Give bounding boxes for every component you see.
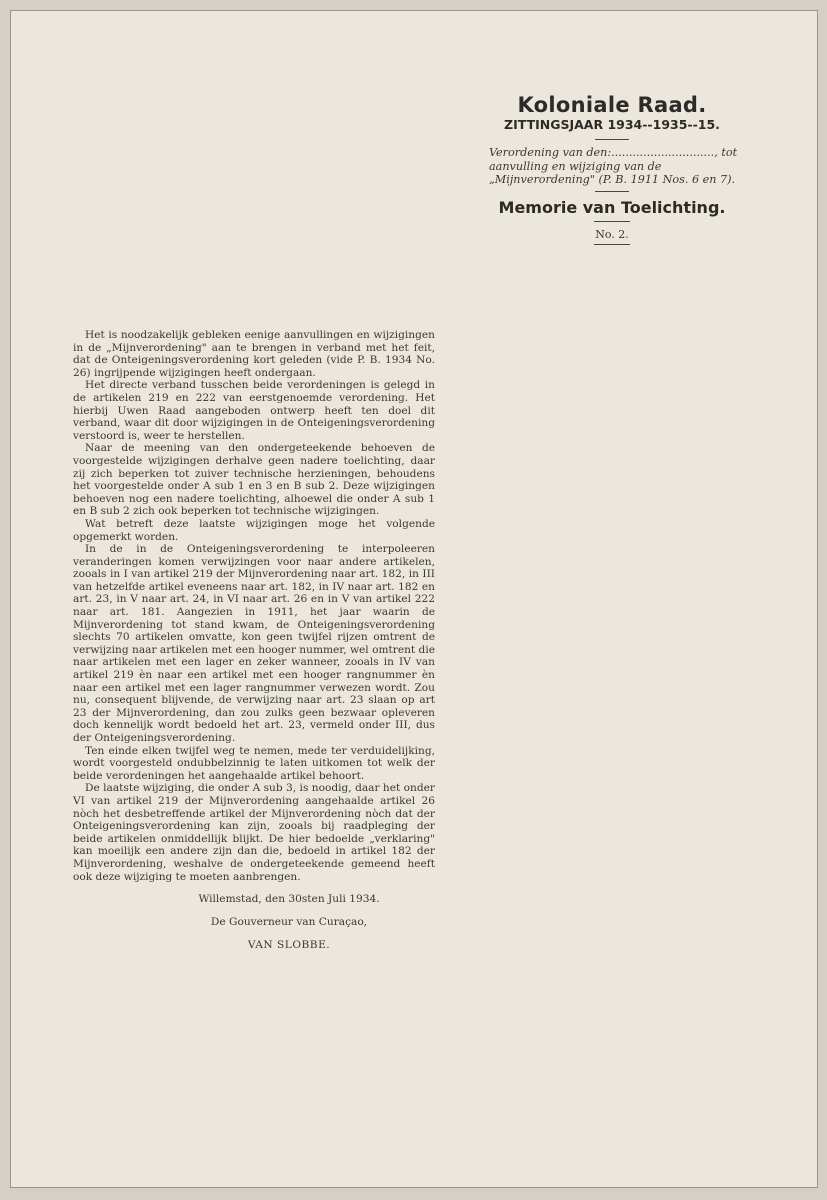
place-date: Willemstad, den 30sten Juli 1934. bbox=[198, 893, 380, 906]
ordinance-description: Verordening van den:............................., tot aanvulling en wijziging van de „Mijnverordening" (P. B. 1911 Nos. 6 en 7). bbox=[489, 146, 738, 186]
paragraph: Het directe verband tusschen beide verordeningen is gelegd in de artikelen 219 en 222 van eerstgenoemde verordening. Het hierbij Uwen Raad aangeboden ontwerp heeft ten doel dit verband, waar dit door wijzigingen in de Onteigeningsverordening verstoord is, weer te herstellen. bbox=[73, 379, 435, 442]
paragraph: In de in de Onteigeningsverordening te interpoleeren veranderingen komen verwijzingen voor naar andere artikelen, zooals in I van artikel 219 der Mijnverordening naar art. 182, in III van hetzelfde artikel eveneens naar art. 182, in IV naar art. 182 en art. 23, in V naar art. 24, in VI naar art. 26 en in V van artikel 222 naar art. 181. Aangezien in 1911, het jaar waarin de Mijnverordening tot stand kwam, de Onteigeningsverordening slechts 70 artikelen omvatte, kon geen twijfel rijzen omtrent de verwijzing naar artikelen met een hooger nummer, wel omtrent die naar artikelen met een lager en zeker wanneer, zooals in IV van artikel 219 èn naar een artikel met een hooger rangnummer èn naar een artikel met een lager rangnummer verwezen wordt. Zou nu, consequent blijvende, de verwijzing naar art. 23 slaan op art 23 der Mijnverordening, dan zou zulks geen bezwaar opleveren doch kennelijk wordt bedoeld het art. 23, vermeld onder III, dus der Onteigeningsverordening. bbox=[73, 543, 435, 744]
paragraph: Wat betreft deze laatste wijzigingen moge het volgende opgemerkt worden. bbox=[73, 517, 435, 543]
document-page bbox=[10, 10, 818, 1188]
divider bbox=[594, 221, 630, 222]
divider bbox=[594, 244, 630, 245]
document-header bbox=[481, 93, 743, 251]
closing-block bbox=[73, 893, 435, 952]
document-number: No. 2. bbox=[595, 227, 629, 241]
paragraph: De laatste wijziging, die onder A sub 3, is noodig, daar het onder VI van artikel 219 der Mijnverordening aangehaalde artikel 26 nòch het desbetreffende artikel der Mijnverordening nòch dat der Onteigeningsverordening kan zijn, zooals bij raadpleging der beide artikelen onmiddellijk blijkt. De hier bedoelde „verklaring" kan moeilijk een andere zijn dan die, bedoeld in artikel 182 der Mijnverordening, weshalve de ondergeteekende gemeend heeft ook deze wijziging te moeten aanbrengen. bbox=[73, 782, 435, 883]
paragraph: Naar de meening van den ondergeteekende behoeven de voorgestelde wijzigingen derhalve geen nadere toelichting, daar zij zich beperken tot zuiver technische herzieningen, behoudens het voorgestelde onder A sub 1 en 3 en B sub 2. Deze wijzigingen behoeven nog een nadere toelichting, alhoewel die onder A sub 1 en B sub 2 zich ook beperken tot technische wijzigingen. bbox=[73, 442, 435, 518]
session-year: ZITTINGSJAAR 1934--1935--15. bbox=[504, 117, 720, 132]
paragraph: Ten einde elken twijfel weg te nemen, mede ter verduidelijking, wordt voorgesteld ondubbelzinnig te laten uitkomen tot welk der beide verordeningen het aangehaalde artikel behoort. bbox=[73, 744, 435, 782]
explanatory-text bbox=[73, 329, 435, 952]
divider bbox=[595, 139, 629, 140]
divider bbox=[595, 191, 629, 192]
paragraph: Het is noodzakelijk gebleken eenige aanvullingen en wijzigingen in de „Mijnverordening" aan te brengen in verband met het feit, dat de Onteigeningsverordening kort geleden (vide P. B. 1934 No. 26) ingrijpende wijzigingen heeft ondergaan. bbox=[73, 329, 435, 379]
memorie-heading: Memorie van Toelichting. bbox=[498, 197, 726, 217]
governor-title: De Gouverneur van Curaçao, bbox=[210, 915, 368, 928]
signatory-name: VAN SLOBBE. bbox=[247, 939, 331, 952]
document-title: Koloniale Raad. bbox=[517, 93, 707, 117]
